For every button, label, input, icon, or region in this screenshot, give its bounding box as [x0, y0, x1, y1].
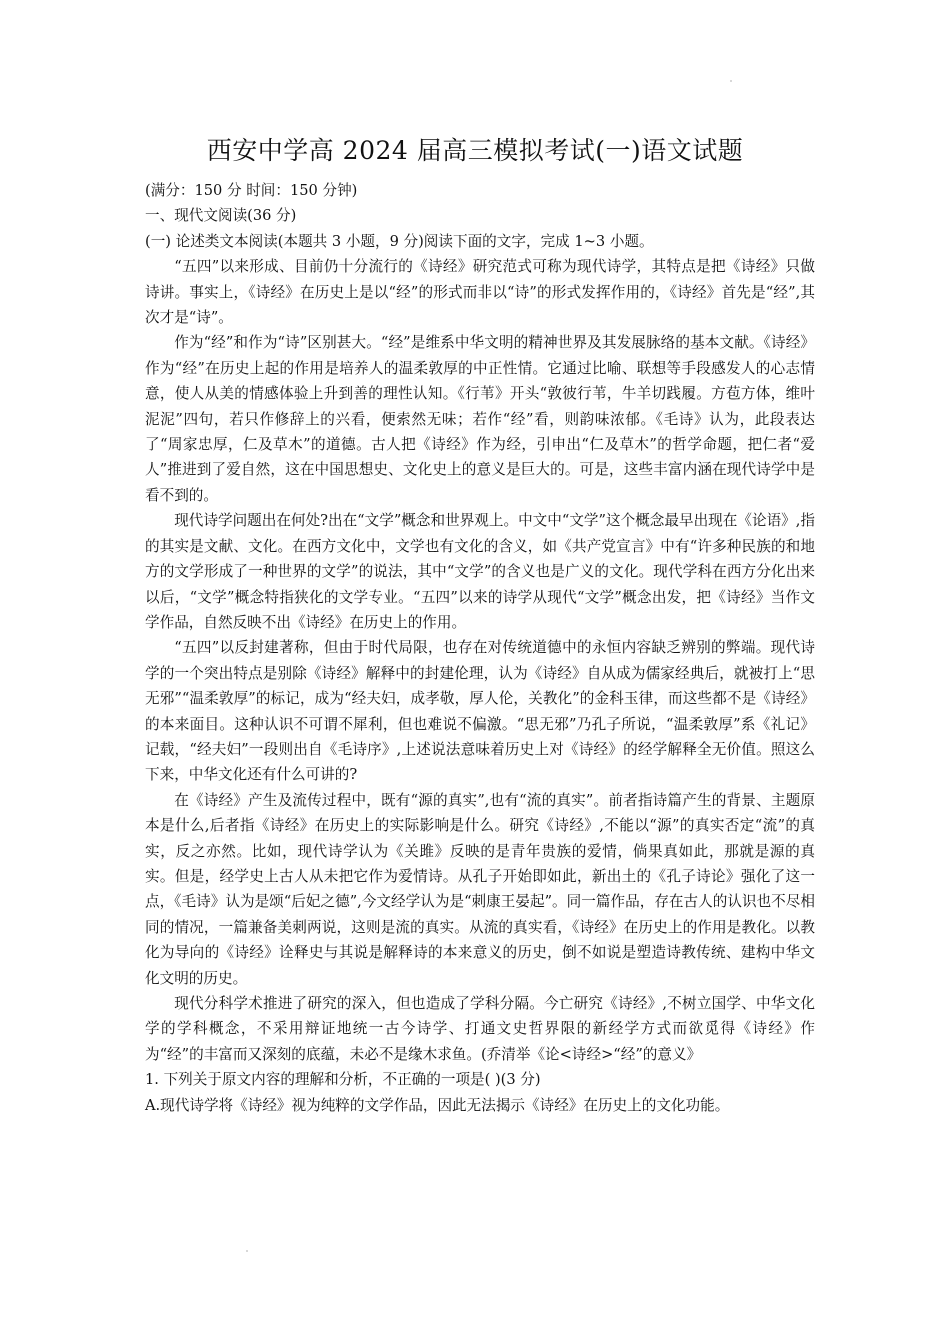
subsection-heading: (一) 论述类文本阅读(本题共 3 小题，9 分)阅读下面的文字，完成 1~3 小题。	[145, 232, 654, 250]
passage-paragraph: 作为“经”和作为“诗”区别甚大。“经”是维系中华文明的精神世界及其发展脉络的基本文献。《诗经》作为“经”在历史上起的作用是培养人的温柔敦厚的中正性情。它通过比喻、联想等手段感发人的心志情意，使人从美的情感体验上升到善的理性认知。《行苇》开头“敦彼行苇，牛羊切践履。方苞方体，维叶泥泥”四句，若只作修辞上的兴看，便索然无味；若作“经”看，则韵味浓郁。《毛诗》认为，此段表达了“周家忠厚，仁及草木”的道德。古人把《诗经》作为经，引申出“仁及草木”的哲学命题，把仁者“爱人”推进到了爱自然，这在中国思想史、文化史上的意义是巨大的。可是，这些丰富内涵在现代诗学中是看不到的。	[145, 334, 815, 504]
passage-paragraph: “五四”以反封建著称，但由于时代局限，也存在对传统道德中的永恒内容缺乏辨别的弊端。现代诗学的一个突出特点是别除《诗经》解释中的封建伦理，认为《诗经》自从成为儒家经典后，就被打上“思无邪”“温柔敦厚”的标记，成为“经夫妇，成孝敬，厚人伦，关教化”的金科玉律，而这些都不是《诗经》的本来面目。这种认识不可谓不犀利，但也难说不偏激。“思无邪”乃孔子所说，“温柔敦厚”系《礼记》记载，“经夫妇”一段则出自《毛诗序》,上述说法意味着历史上对《诗经》的经学解释全无价值。照这么下来，中华文化还有什么可讲的?	[145, 639, 815, 784]
passage-paragraph: 现代诗学问题出在何处?出在“文学”概念和世界观上。中文中“文学”这个概念最早出现在《论语》,指的其实是文献、文化。在西方文化中，文学也有文化的含义，如《共产党宣言》中有“许多种民族的和地方的文学形成了一种世界的文学”的说法，其中“文学”的含义也是广义的文化。现代学科在西方分化出来以后，“文学”概念特指狭化的文学专业。“五四”以来的诗学从现代“文学”概念出发，把《诗经》当作文学作品，自然反映不出《诗经》在历史上的作用。	[145, 512, 815, 631]
passage-paragraph: 现代分科学术推进了研究的深入，但也造成了学科分隔。今亡研究《诗经》,不树立国学、中华文化学的学科概念，不采用辩证地统一古今诗学、打通文史哲界限的新经学方式而欲觅得《诗经》作为“经”的丰富而又深刻的底蕴，未必不是缘木求鱼。(乔清举《论<诗经>“经”的意义》	[145, 995, 815, 1063]
document-body	[145, 178, 815, 1118]
scan-speck	[246, 1250, 248, 1252]
passage-paragraph: “五四”以来形成、目前仍十分流行的《诗经》研究范式可称为现代诗学，其特点是把《诗经》只做诗讲。事实上，《诗经》在历史上是以“经”的形式而非以“诗”的形式发挥作用的，《诗经》首先是“经”,其次才是“诗”。	[145, 258, 815, 327]
section-heading: 一、现代文阅读(36 分)	[145, 207, 297, 225]
passage-paragraph: 在《诗经》产生及流传过程中，既有“源的真实”,也有“流的真实”。前者指诗篇产生的背景、主题原本是什么,后者指《诗经》在历史上的实际影响是什么。研究《诗经》,不能以“源”的真实否定“流”的真实，反之亦然。比如，现代诗学认为《关雎》反映的是青年贵族的爱情，倘果真如此，那就是源的真实。但是，经学史上古人从未把它作为爱情诗。从孔子开始即如此，新出土的《孔子诗论》强化了这一点，《毛诗》认为是颂“后妃之德”,今文经学认为是“刺康王晏起”。同一篇作品，存在古人的认识也不尽相同的情况，一篇兼备美刺两说，这则是流的真实。从流的真实看，《诗经》在历史上的作用是教化。以教化为导向的《诗经》诠释史与其说是解释诗的本来意义的历史，倒不如说是塑造诗教传统、建构中华文化文明的历史。	[145, 791, 815, 987]
exam-title: 西安中学高 2024 届高三模拟考试(一)语文试题	[206, 136, 744, 165]
question-option-a: A.现代诗学将《诗经》视为纯粹的文学作品，因此无法揭示《诗经》在历史上的文化功能。	[145, 1096, 730, 1114]
exam-info: (满分：150 分 时间：150 分钟)	[145, 182, 358, 199]
question-stem: 1. 下列关于原文内容的理解和分析，不正确的一项是( )(3 分)	[145, 1071, 541, 1089]
scan-speck	[730, 80, 732, 82]
